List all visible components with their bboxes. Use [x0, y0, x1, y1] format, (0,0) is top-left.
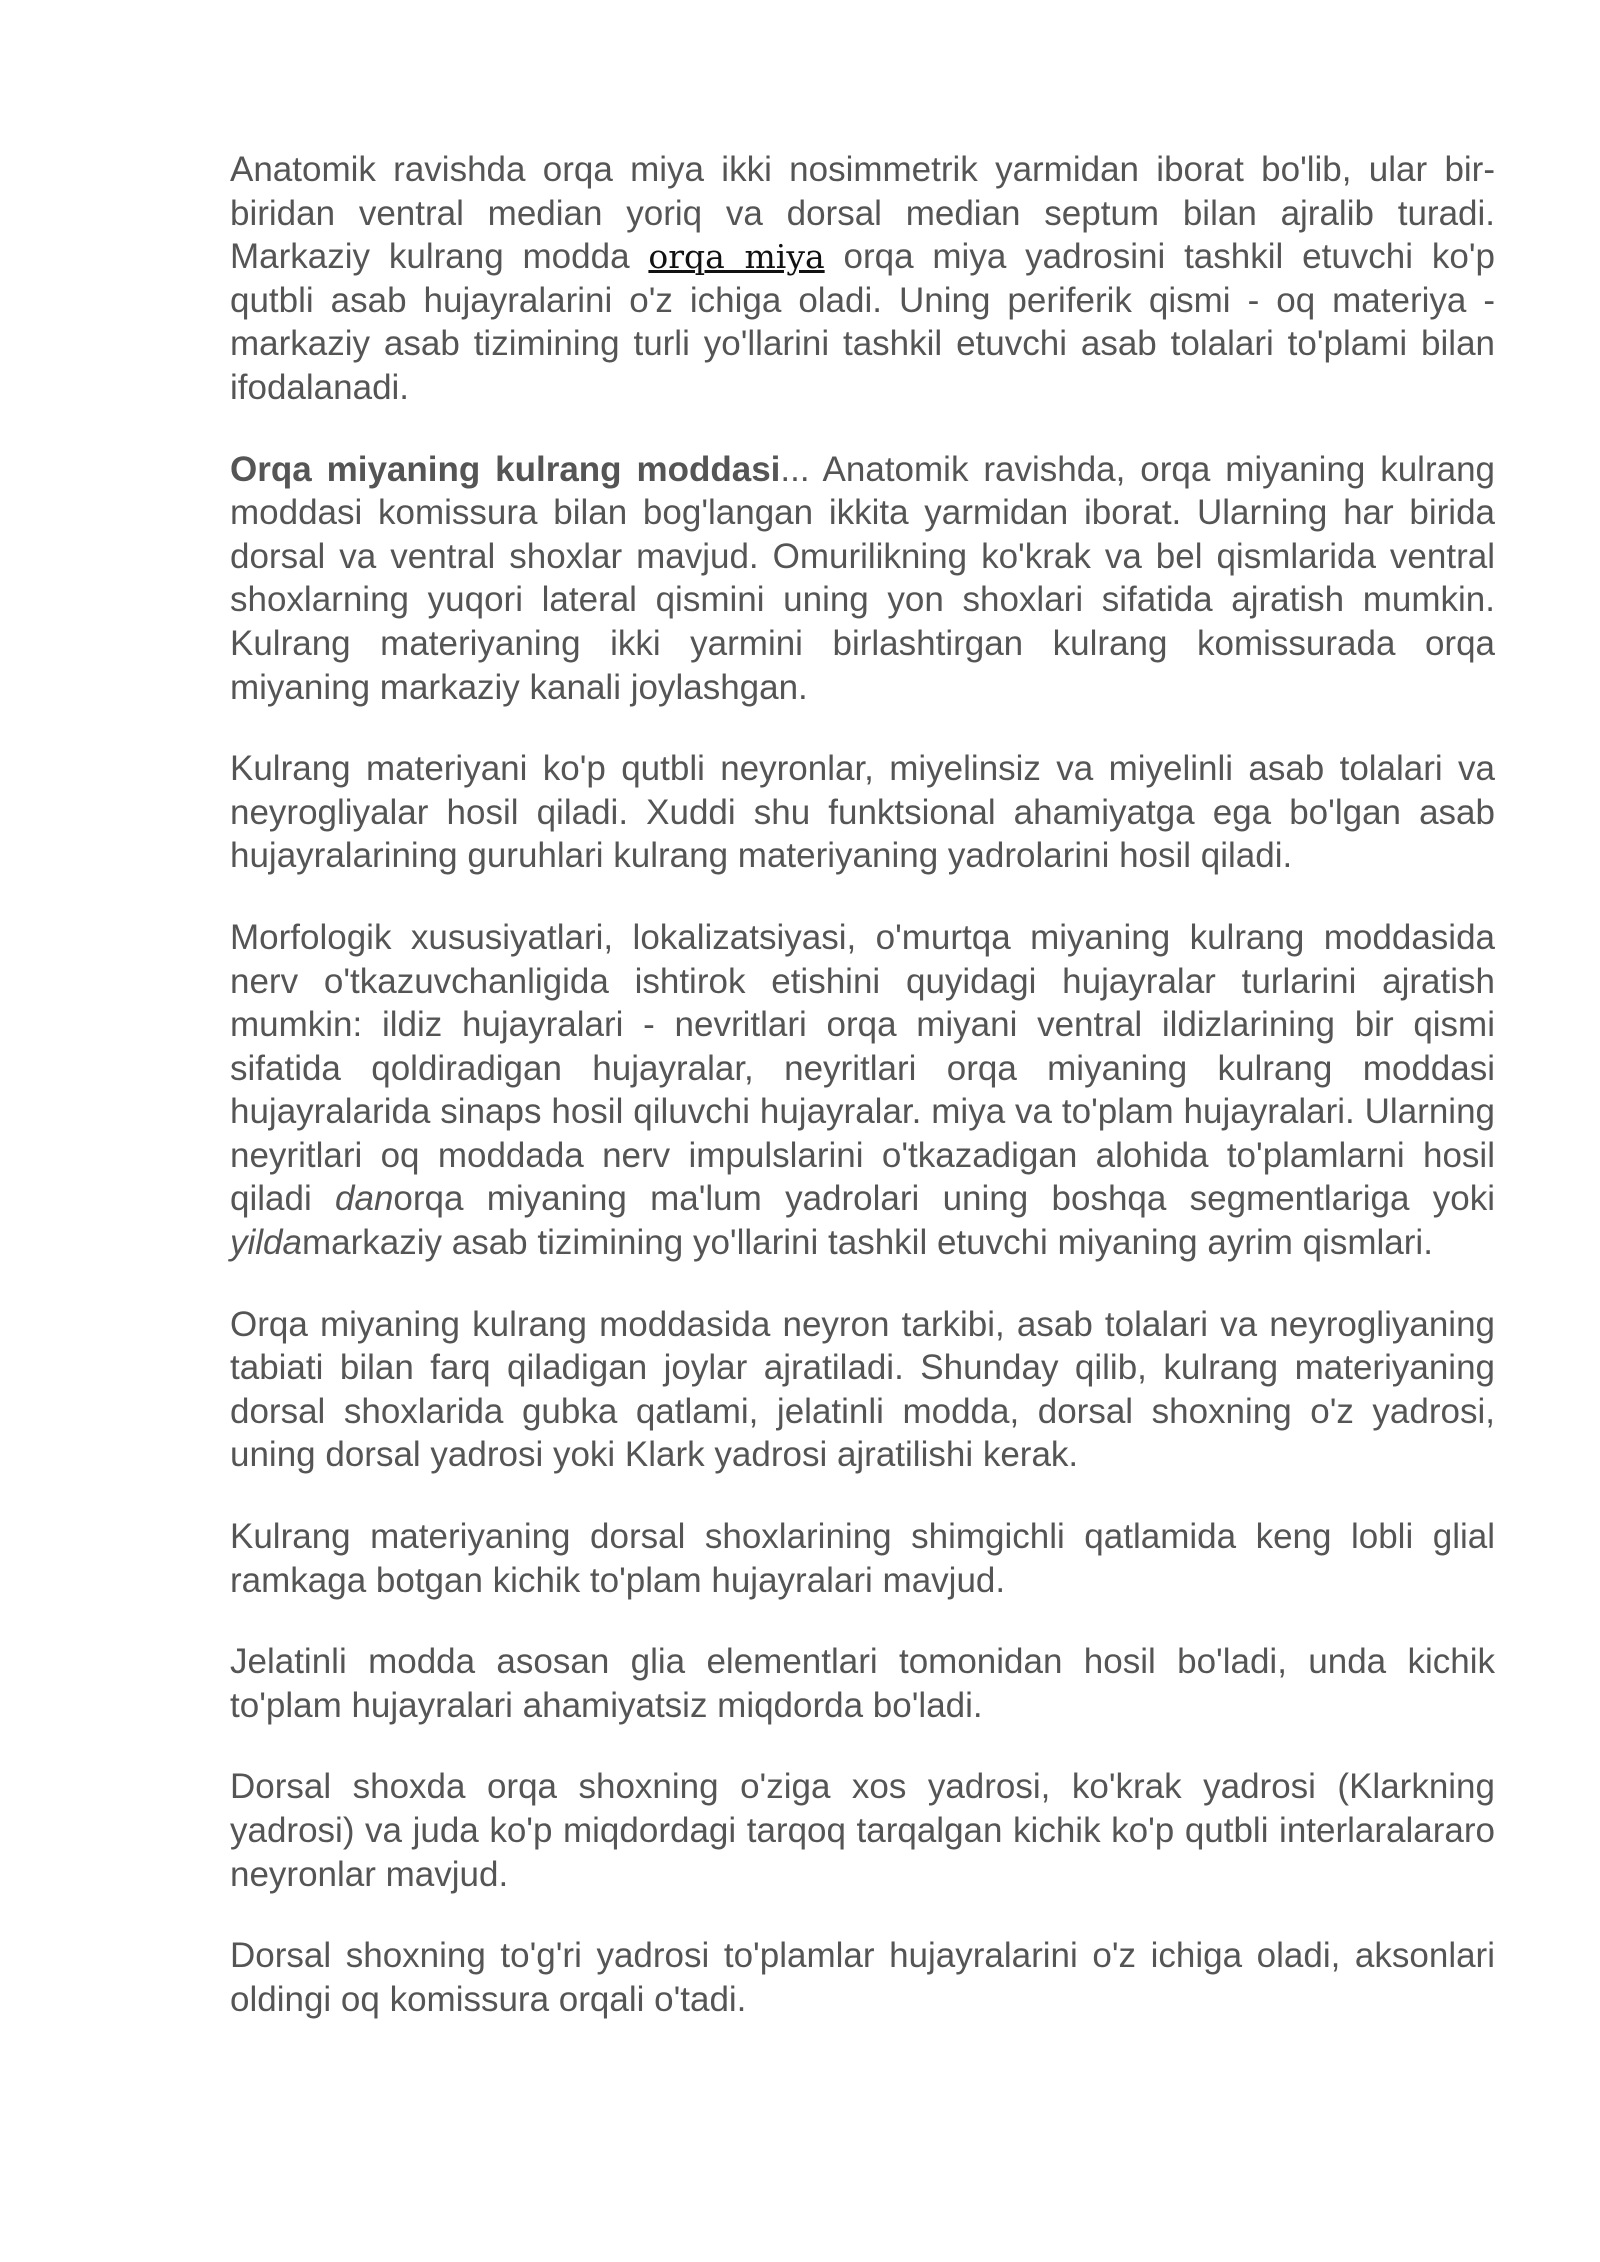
paragraph-7: Jelatinli modda asosan glia elementlari tomonidan hosil bo'ladi, unda kichik to'plam hujayralari ahamiyatsiz miqdorda bo'ladi. — [230, 1642, 1495, 1725]
paragraph-4 — [230, 916, 1495, 1265]
paragraph-4-text-a: Morfologik xususiyatlari, lokalizatsiyasi, o'murtqa miyaning kulrang moddasida nerv o'tkazuvchanligida ishtirok etishini quyidagi hujayralar turlarini ajratish mumkin: ildiz hujayralari - nevritlari orqa miyani ventral ildizlarining bir qismi sifatida qoldiradigan hujayralar, neyritlari orqa miyaning kulrang moddasi hujayralarida sinaps hosil qiluvchi hujayralar. miya va to'plam hujayralari. Ularning neyritlari oq moddada nerv impulslarini o'tkazadigan alohida to'plamlarni hosil qiladi — [230, 917, 1495, 1219]
paragraph-2-heading: Orqa miyaning kulrang moddasi — [230, 449, 781, 489]
paragraph-4-italic-a: dan — [335, 1179, 394, 1219]
paragraph-8: Dorsal shoxda orqa shoxning o'ziga xos yadrosi, ko'krak yadrosi (Klarkning yadrosi) va juda ko'p miqdordagi tarqoq tarqalgan kichik ko'p qutbli interlaralararo neyronlar mavjud. — [230, 1767, 1495, 1894]
orqa-miya-link[interactable]: orqa miya — [648, 237, 825, 277]
paragraph-4-italic-b: yilda — [230, 1223, 302, 1263]
paragraph-1 — [230, 148, 1495, 410]
paragraph-4-text-c: markaziy asab tizimining yo'llarini tashkil etuvchi miyaning ayrim qismlari. — [301, 1223, 1433, 1263]
paragraph-3: Kulrang materiyani ko'p qutbli neyronlar, miyelinsiz va miyelinli asab tolalari va neyrogliyalar hosil qiladi. Xuddi shu funktsional ahamiyatga ega bo'lgan asab hujayralarining guruhlari kulrang materiyaning yadrolarini hosil qiladi. — [230, 749, 1495, 876]
paragraph-4-text-b: orqa miyaning ma'lum yadrolari uning boshqa segmentlariga yoki — [393, 1179, 1495, 1219]
paragraph-1-text-b: orqa miya yadrosini tashkil etuvchi ko'p qutbli asab hujayralarini o'z ichiga oladi. Uning periferik qismi - oq materiya - markaziy asab tizimining turli yo'llarini tashkil etuvchi asab tolalari to'plami bilan ifodalanadi. — [230, 237, 1496, 407]
paragraph-9: Dorsal shoxning to'g'ri yadrosi to'plamlar hujayralarini o'z ichiga oladi, aksonlari oldingi oq komissura orqali o'tadi. — [230, 1936, 1495, 2019]
document-page — [230, 148, 1495, 2059]
paragraph-6: Kulrang materiyaning dorsal shoxlarining shimgichli qatlamida keng lobli glial ramkaga botgan kichik to'plam hujayralari mavjud. — [230, 1517, 1495, 1600]
paragraph-1-text-a: Anatomik ravishda orqa miya ikki nosimmetrik yarmidan iborat bo'lib, ular bir-biridan ventral median yoriq va dorsal median septum bilan ajralib turadi. Markaziy kulrang modda — [230, 150, 1495, 277]
paragraph-5: Orqa miyaning kulrang moddasida neyron tarkibi, asab tolalari va neyrogliyaning tabiati bilan farq qiladigan joylar ajratiladi. Shunday qilib, kulrang materiyaning dorsal shoxlarida gubka qatlami, jelatinli modda, dorsal shoxning o'z yadrosi, uning dorsal yadrosi yoki Klark yadrosi ajratilishi kerak. — [230, 1304, 1495, 1475]
paragraph-2-text: ... Anatomik ravishda, orqa miyaning kulrang moddasi komissura bilan bog'langan ikkita yarmidan iborat. Ularning har birida dorsal va ventral shoxlar mavjud. Omurilikning ko'krak va bel qismlarida ventral shoxlarning yuqori lateral qismini uning yon shoxlari sifatida ajratish mumkin. Kulrang materiyaning ikki yarmini birlashtirgan kulrang komissurada orqa miyaning markaziy kanali joylashgan. — [230, 449, 1496, 707]
paragraph-2 — [230, 448, 1495, 710]
